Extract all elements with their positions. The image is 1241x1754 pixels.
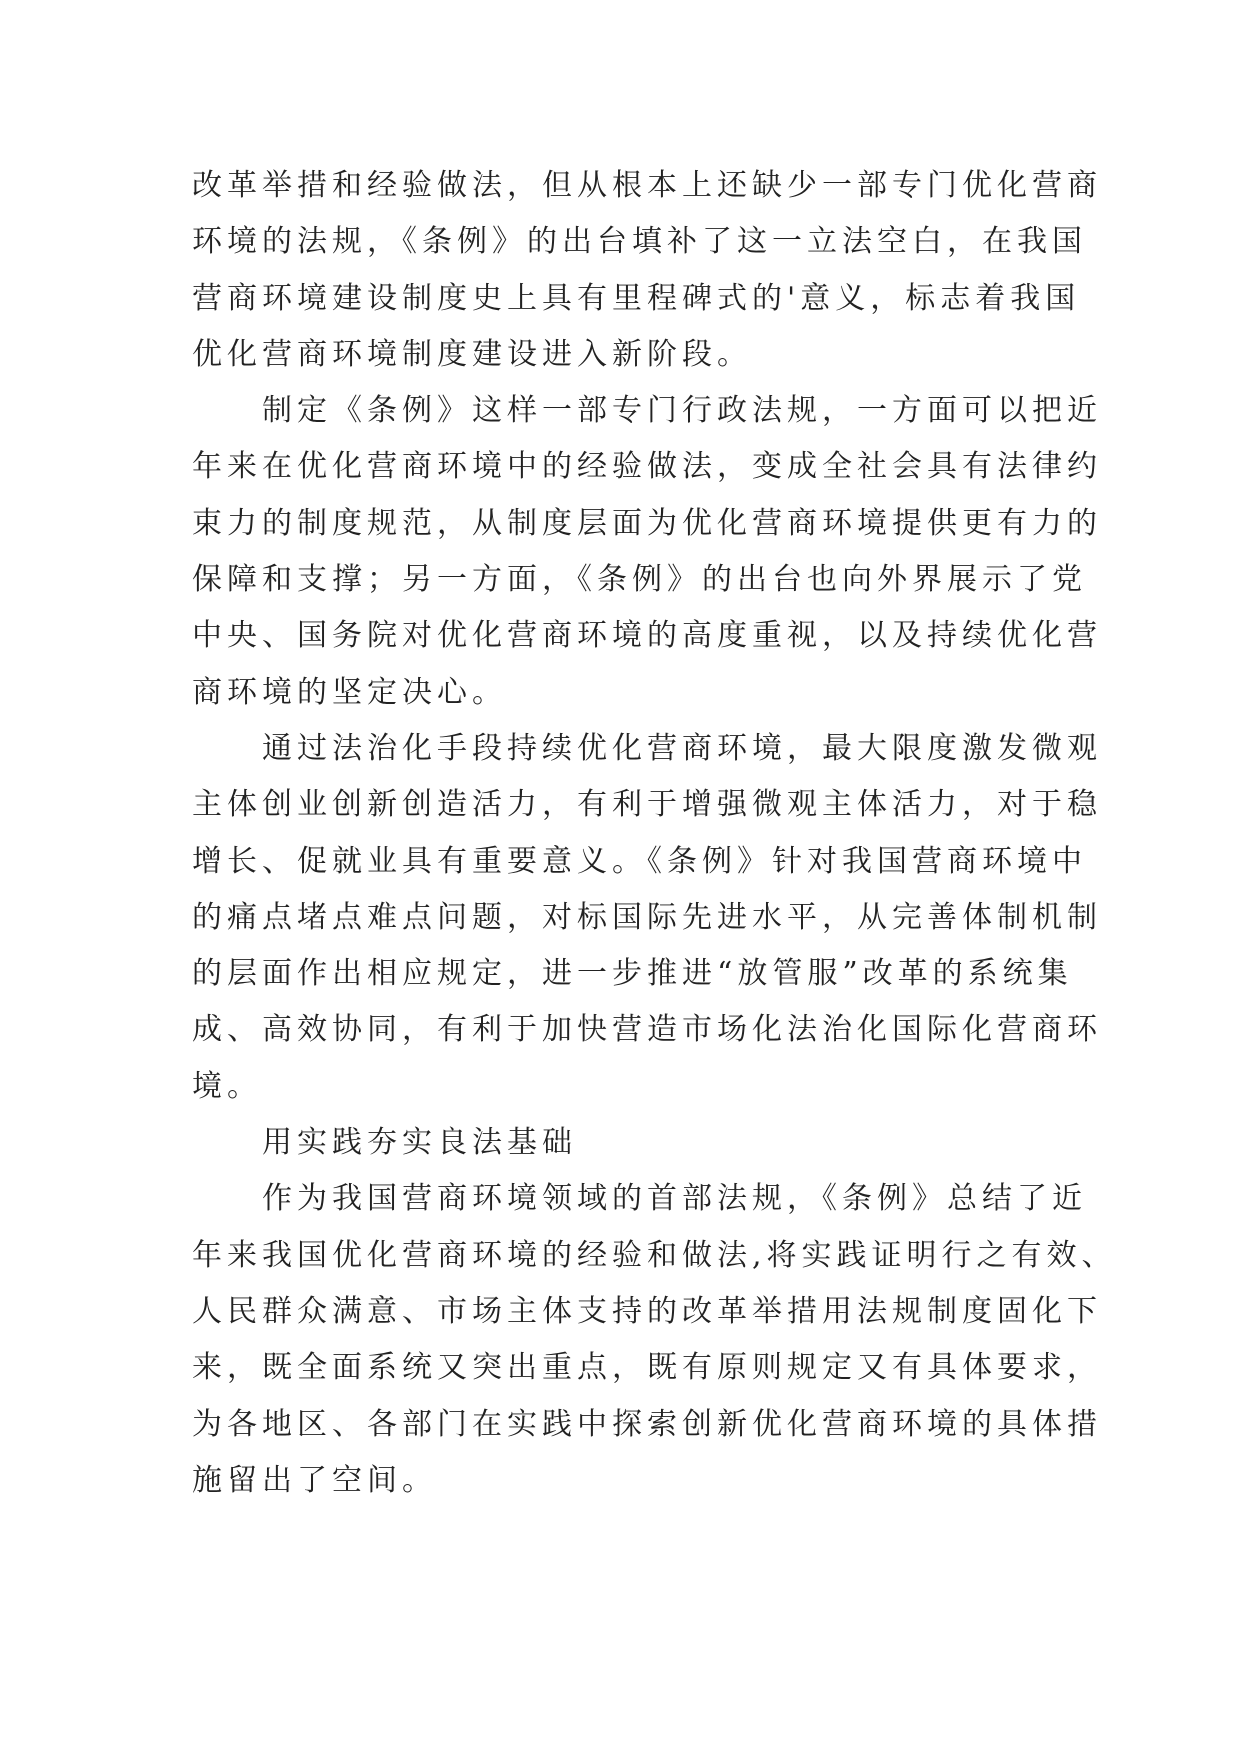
text-line: 增长、促就业具有重要意义。《条例》针对我国营商环境中 <box>192 843 1087 879</box>
text-line: 束力的制度规范，从制度层面为优化营商环境提供更有力的 <box>192 505 1102 541</box>
text-line: 为各地区、各部门在实践中探索创新优化营商环境的具体措 <box>192 1406 1102 1442</box>
text-line: 境。 <box>192 1068 262 1104</box>
paragraph-3 <box>192 721 1102 1115</box>
text-line: 改革举措和经验做法，但从根本上还缺少一部专门优化营商 <box>192 168 1102 203</box>
text-line: 保障和支撑；另一方面，《条例》的出台也向外界展示了党 <box>192 562 1087 598</box>
text-line: 主体创业创新创造活力，有利于增强微观主体活力，对于稳 <box>192 787 1102 823</box>
section-heading-text: 用实践夯实良法基础 <box>262 1125 577 1161</box>
text-line: 成、高效协同，有利于加快营造市场化法治化国际化营商环 <box>192 1012 1102 1048</box>
text-line: 制定《条例》这样一部专门行政法规，一方面可以把近 <box>262 393 1102 429</box>
text-line: 通过法治化手段持续优化营商环境，最大限度激发微观 <box>262 730 1102 766</box>
text-line: 优化营商环境制度建设进入新阶段。 <box>192 336 752 372</box>
document-body <box>192 158 1117 1509</box>
text-line: 中央、国务院对优化营商环境的高度重视，以及持续优化营 <box>192 618 1102 654</box>
text-line: 施留出了空间。 <box>192 1462 437 1498</box>
text-line: 环境的法规，《条例》的出台填补了这一立法空白，在我国 <box>192 224 1087 260</box>
paragraph-5 <box>192 1171 1117 1509</box>
text-line: 商环境的坚定决心。 <box>192 674 507 710</box>
text-line: 年来在优化营商环境中的经验做法，变成全社会具有法律约 <box>192 449 1102 485</box>
paragraph-1 <box>192 158 1102 383</box>
text-line: 营商环境建设制度史上具有里程碑式的'意义，标志着我国 <box>192 280 1081 316</box>
paragraph-2 <box>192 383 1102 721</box>
text-line: 来，既全面系统又突出重点，既有原则规定又有具体要求， <box>192 1350 1102 1386</box>
section-heading <box>192 1115 1048 1171</box>
text-line: 的痛点堵点难点问题，对标国际先进水平，从完善体制机制 <box>192 899 1102 935</box>
text-line: 人民群众满意、市场主体支持的改革举措用法规制度固化下 <box>192 1293 1102 1329</box>
text-line: 的层面作出相应规定，进一步推进“放管服”改革的系统集 <box>192 956 1073 992</box>
text-line: 作为我国营商环境领域的首部法规，《条例》总结了近 <box>262 1181 1087 1217</box>
text-line: 年来我国优化营商环境的经验和做法,将实践证明行之有效、 <box>192 1237 1117 1273</box>
